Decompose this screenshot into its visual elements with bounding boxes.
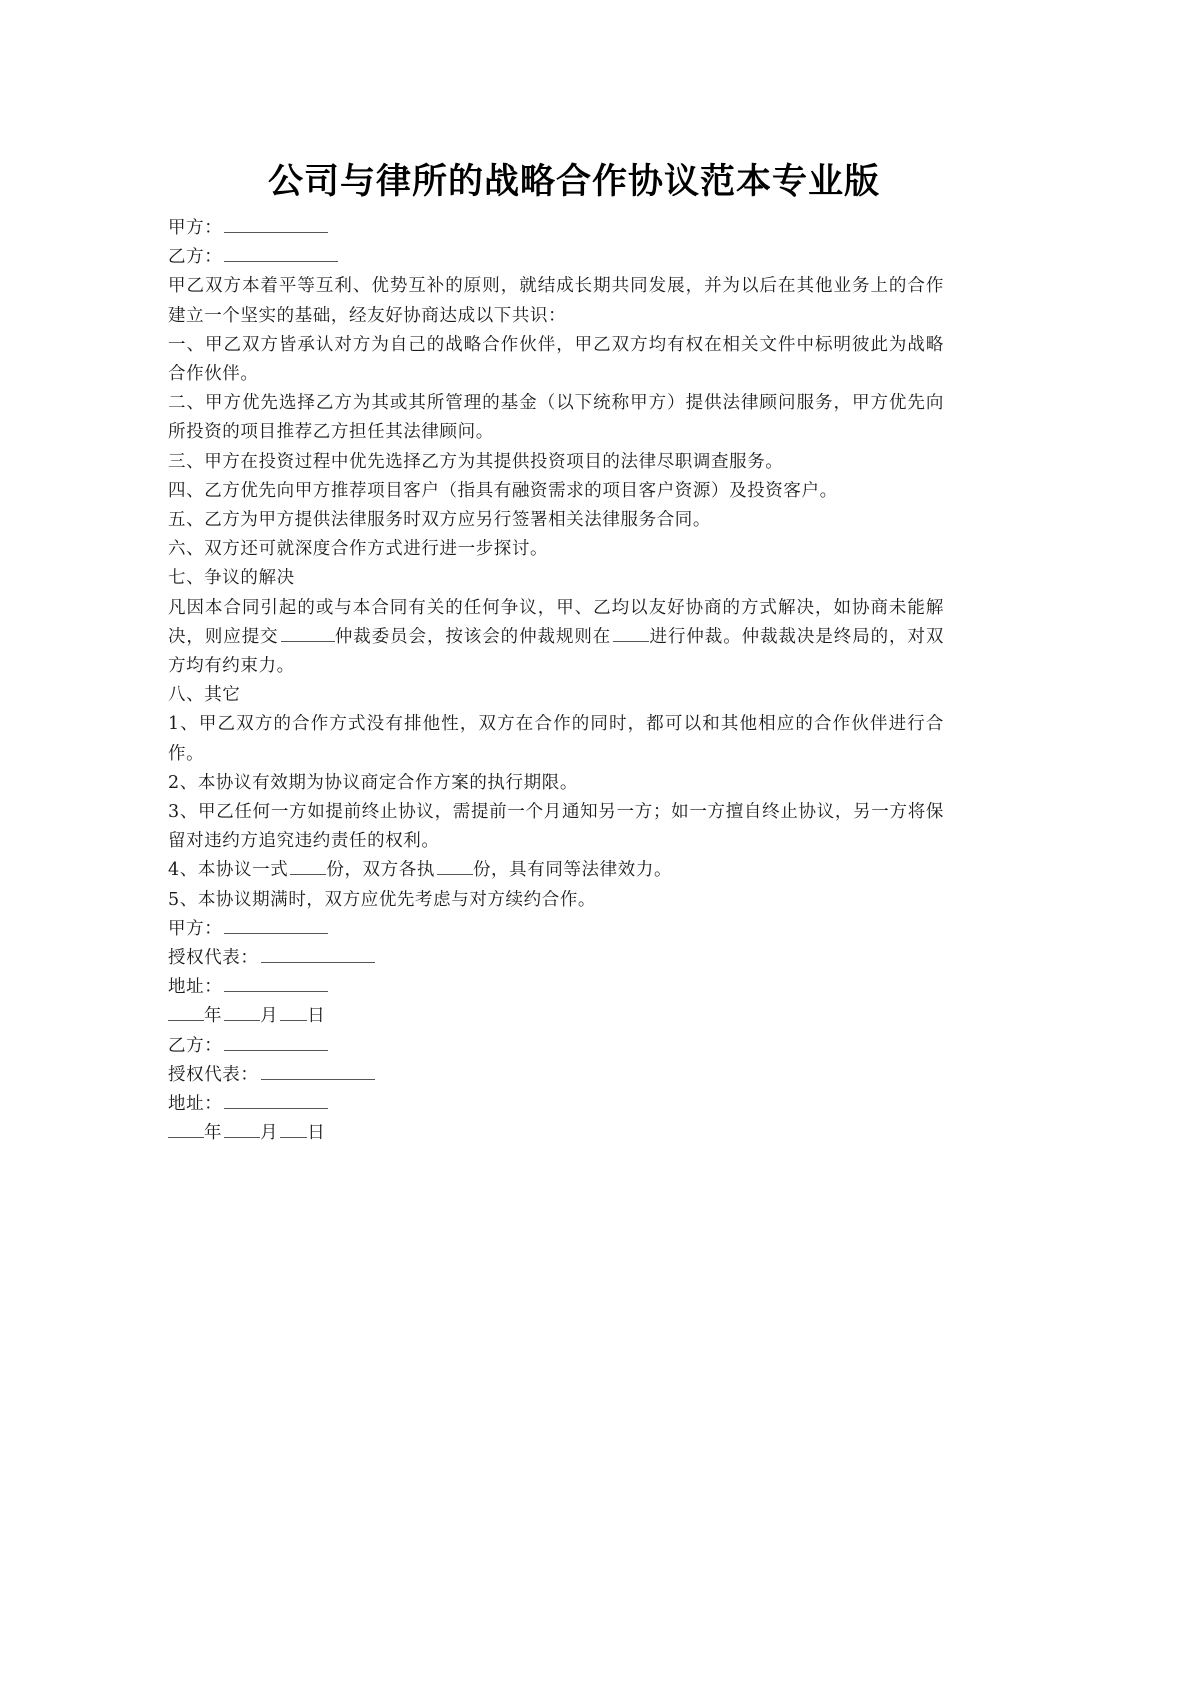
other-item-4-part1: 4、本协议一式 [168, 860, 289, 881]
sig-a-date [168, 1002, 944, 1031]
other-item-3: 3、甲乙任何一方如提前终止协议，需提前一个月通知另一方；如一方擅自终止协议，另一方将保留对违约方追究违约责任的权利。 [168, 802, 944, 852]
sig-a-day-blank [280, 1002, 307, 1021]
document-title: 公司与律所的战略合作协议范本专业版 [267, 162, 880, 202]
sig-b-year-blank [168, 1119, 204, 1138]
clause-3: 三、甲方在投资过程中优先选择乙方为其提供投资项目的法律尽职调查服务。 [168, 451, 784, 472]
other-item-2: 2、本协议有效期为协议商定合作方案的执行期限。 [168, 772, 578, 793]
other-item-4-part2: 份，双方各执 [326, 860, 435, 881]
document-page [168, 158, 944, 1149]
sig-a-year-label: 年 [204, 1006, 223, 1027]
sig-b-month-blank [224, 1119, 260, 1138]
sig-b-rep-blank [261, 1061, 375, 1080]
party-a-blank [224, 214, 328, 233]
sig-a-month-blank [224, 1002, 260, 1021]
sig-a-day-label: 日 [307, 1006, 326, 1027]
party-a-line [168, 214, 944, 243]
sig-a-year-blank [168, 1002, 204, 1021]
other-item-1: 1、甲乙双方的合作方式没有排他性，双方在合作的同时，都可以和其他相应的合作伙伴进行合作。 [168, 714, 944, 764]
sig-a-party-label: 甲方： [168, 918, 223, 939]
arbitration-place-blank [613, 623, 649, 642]
copies-total-blank [290, 856, 326, 875]
sig-b-address-label: 地址： [168, 1094, 223, 1115]
dispute-text-part1: 凡因本合同引起的或与本合同有关的任何争议，甲、乙均以友好协商的方式解决，如协商未能解决，则应提交 [168, 597, 944, 647]
clause-4: 四、乙方优先向甲方推荐项目客户（指具有融资需求的项目客户资源）及投资客户。 [168, 480, 838, 501]
sig-a-rep [168, 944, 944, 973]
sig-a-party [168, 915, 944, 944]
dispute-heading: 七、争议的解决 [168, 568, 295, 589]
signature-block-a [168, 915, 944, 1032]
dispute-text-part3: 进行仲裁。仲裁裁决是终局的，对双方均有约束力。 [168, 626, 944, 677]
other-item-5: 5、本协议期满时，双方应优先考虑与对方续约合作。 [168, 889, 597, 910]
signature-block-b [168, 1032, 944, 1149]
sig-b-date [168, 1119, 944, 1148]
sig-a-month-label: 月 [260, 1006, 279, 1027]
clause-5: 五、乙方为甲方提供法律服务时双方应另行签署相关法律服务合同。 [168, 510, 711, 531]
preamble: 甲乙双方本着平等互利、优势互补的原则，就结成长期共同发展，并为以后在其他业务上的合作建立一个坚实的基础，经友好协商达成以下共识： [168, 276, 944, 326]
clause-6: 六、双方还可就深度合作方式进行进一步探讨。 [168, 539, 549, 560]
sig-b-year-label: 年 [204, 1123, 223, 1144]
other-item-4-part3: 份，具有同等法律效力。 [472, 860, 673, 881]
sig-b-address-blank [224, 1090, 328, 1109]
party-b-blank [224, 243, 338, 262]
other-item-4 [168, 856, 944, 885]
arbitration-commission-blank [281, 623, 335, 642]
sig-b-day-label: 日 [307, 1123, 326, 1144]
dispute-text-part2: 仲裁委员会，按该会的仲裁规则在 [334, 626, 612, 647]
sig-b-party [168, 1032, 944, 1061]
sig-b-month-label: 月 [260, 1123, 279, 1144]
sig-b-rep [168, 1061, 944, 1090]
party-b-line [168, 243, 944, 272]
sig-a-address-label: 地址： [168, 977, 223, 998]
sig-a-party-blank [224, 915, 328, 934]
sig-b-party-blank [224, 1032, 328, 1051]
party-a-label: 甲方： [168, 218, 223, 238]
sig-b-rep-label: 授权代表： [168, 1064, 259, 1085]
sig-a-rep-label: 授权代表： [168, 948, 259, 969]
dispute-text [168, 594, 944, 682]
sig-b-day-blank [280, 1119, 307, 1138]
other-heading: 八、其它 [168, 685, 241, 706]
copies-each-blank [437, 856, 473, 875]
sig-a-address-blank [224, 973, 328, 992]
sig-b-party-label: 乙方： [168, 1035, 223, 1056]
party-b-label: 乙方： [168, 247, 223, 268]
clause-1: 一、甲乙双方皆承认对方为自己的战略合作伙伴，甲乙双方均有权在相关文件中标明彼此为战略合作伙伴。 [168, 334, 944, 385]
sig-b-address [168, 1090, 944, 1119]
sig-a-rep-blank [261, 944, 375, 963]
sig-a-address [168, 973, 944, 1002]
clause-2: 二、甲方优先选择乙方为其或其所管理的基金（以下统称甲方）提供法律顾问服务，甲方优先向所投资的项目推荐乙方担任其法律顾问。 [168, 393, 944, 443]
